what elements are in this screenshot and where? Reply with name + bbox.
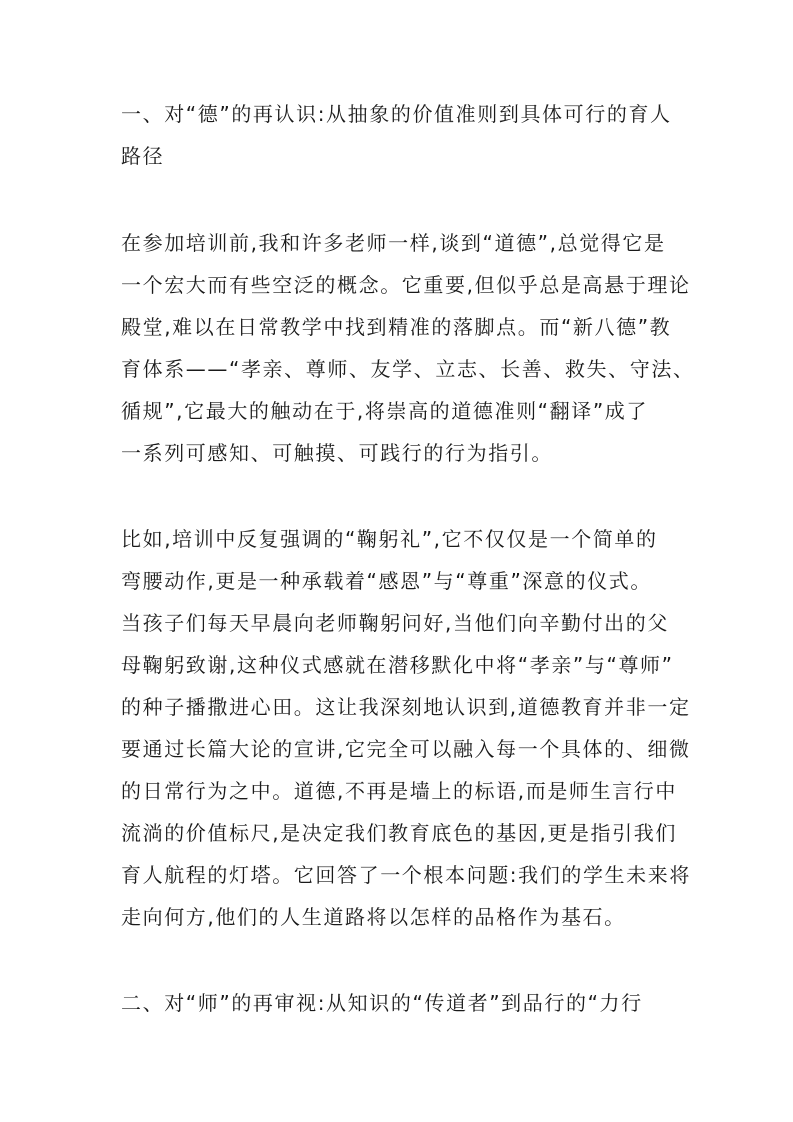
paragraph-2-line-3: 当孩子们每天早晨向老师鞠躬问好,当他们向辛勤付出的父 [121,611,669,635]
paragraph-1-line-1: 在参加培训前,我和许多老师一样,谈到“道德”,总觉得它是 [121,231,666,255]
paragraph-2-line-2: 弯腰动作,更是一种承载着“感恩”与“尊重”深意的仪式。 [121,569,653,593]
paragraph-1-line-5: 循规”,它最大的触动在于,将崇高的道德准则“翻译”成了 [121,399,648,423]
paragraph-2-line-7: 的日常行为之中。道德,不再是墙上的标语,而是师生言行中 [121,779,677,803]
paragraph-2-line-8: 流淌的价值标尺,是决定我们教育底色的基因,更是指引我们 [121,821,677,845]
paragraph-2-line-1: 比如,培训中反复强调的“鞠躬礼”,它不仅仅是一个简单的 [121,527,658,551]
paragraph-2-line-6: 要通过长篇大论的宣讲,它完全可以融入每一个具体的、细微 [121,737,691,761]
paragraph-2-line-9: 育人航程的灯塔。它回答了一个根本问题:我们的学生未来将 [121,863,691,887]
paragraph-1-line-6: 一系列可感知、可触摸、可践行的行为指引。 [121,441,553,465]
paragraph-2-line-10: 走向何方,他们的人生道路将以怎样的品格作为基石。 [121,905,626,929]
paragraph-1-line-2: 一个宏大而有些空泛的概念。它重要,但似乎总是高悬于理论 [121,273,691,297]
paragraph-2-line-5: 的种子播撒进心田。这让我深刻地认识到,道德教育并非一定 [121,695,691,719]
paragraph-2-line-4: 母鞠躬致谢,这种仪式感就在潜移默化中将“孝亲”与“尊师” [121,653,674,677]
paragraph-1-line-3: 殿堂,难以在日常教学中找到精准的落脚点。而“新八德”教 [121,315,672,339]
paragraph-1-line-4: 育体系——“孝亲、尊师、友学、立志、长善、救失、守法、 [121,357,695,381]
heading-1-line-1: 一、对“德”的再认识:从抽象的价值准则到具体可行的育人 [121,102,672,126]
heading-2-line-1: 二、对“师”的再审视:从知识的“传道者”到品行的“力行 [121,991,643,1015]
heading-1-line-2: 路径 [121,144,165,168]
